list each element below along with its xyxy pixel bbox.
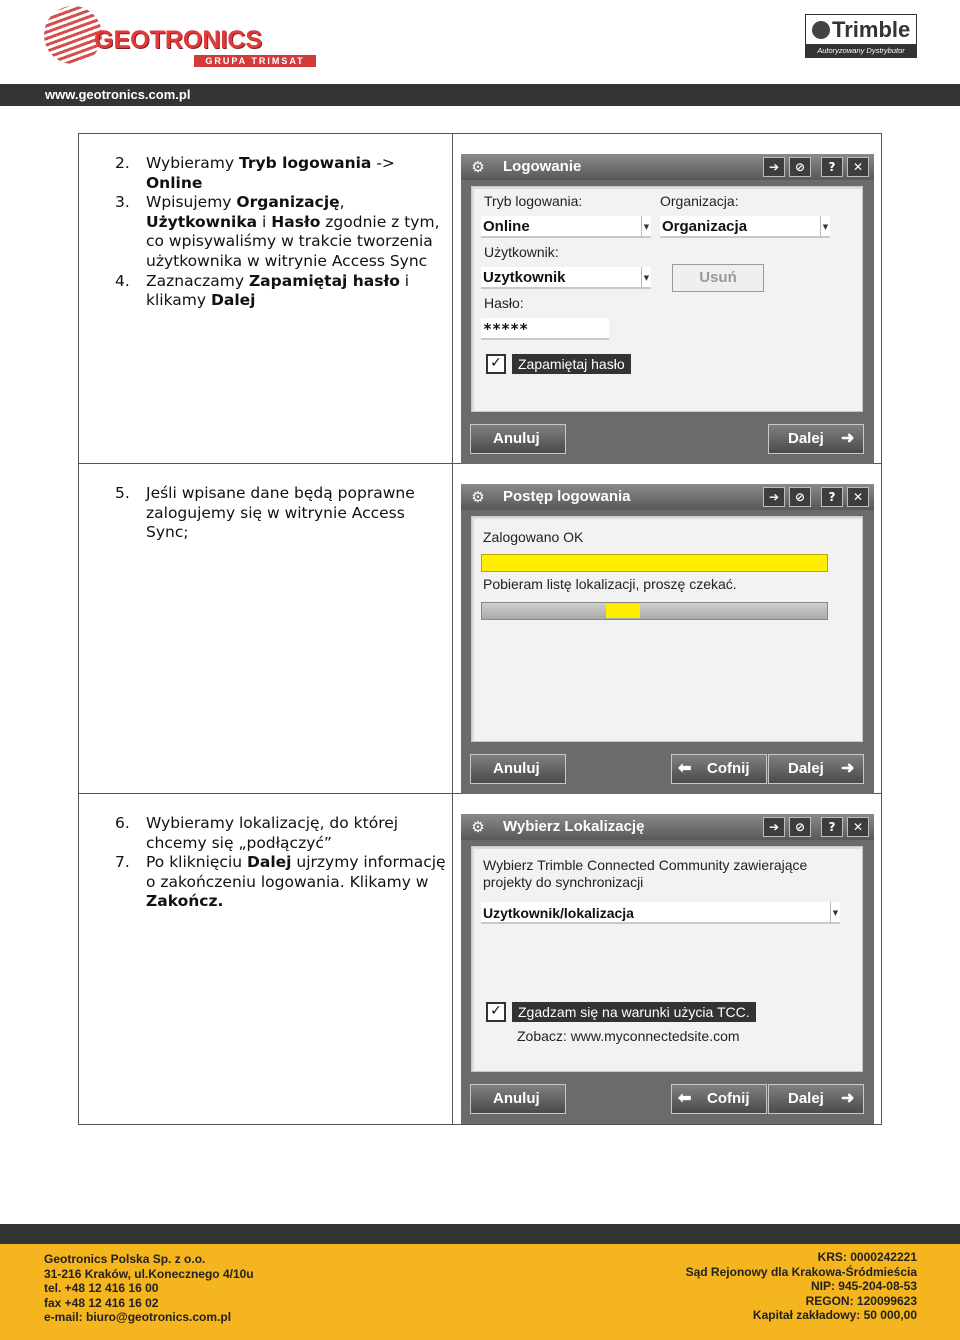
arrow-left-icon: ⬅ xyxy=(678,1090,692,1107)
org-label: Organizacja: xyxy=(660,193,739,209)
list-item xyxy=(115,154,447,193)
arrow-right-icon: ➜ xyxy=(841,1090,855,1107)
instruction-cell xyxy=(79,794,453,1124)
dialog-panel xyxy=(471,186,863,412)
close-icon[interactable]: ✕ xyxy=(847,817,869,837)
list-item xyxy=(115,193,447,271)
text-fragment: Po kliknięciu xyxy=(146,853,248,872)
footer-line: 31-216 Kraków, ul.Konecznego 4/10u xyxy=(44,1266,254,1281)
next-button[interactable]: Dalej ➜ xyxy=(768,424,864,454)
next-button[interactable]: Dalej ➜ xyxy=(768,1084,864,1114)
help-button[interactable]: ? xyxy=(821,487,843,507)
mode-select[interactable]: Online ▼ xyxy=(481,216,651,238)
chevron-down-icon: ▼ xyxy=(830,902,840,924)
arrow-left-icon: ⬅ xyxy=(678,760,692,777)
text-fragment: Zaznaczamy xyxy=(146,271,249,290)
cancel-button[interactable]: Anuluj xyxy=(470,754,566,784)
company-registration xyxy=(686,1250,917,1323)
header-bar xyxy=(0,84,960,106)
loading-progress-bar xyxy=(481,602,828,620)
chevron-down-icon: ▼ xyxy=(641,216,651,238)
user-select[interactable]: Uzytkownik ▼ xyxy=(481,267,651,289)
list-item xyxy=(115,484,447,543)
dialog-panel xyxy=(471,516,863,742)
footer-line: fax +48 12 416 16 02 xyxy=(44,1295,159,1310)
text-fragment: Wpisujemy xyxy=(146,193,237,212)
trimble-globe-icon xyxy=(812,21,830,39)
dialog-titlebar xyxy=(461,484,874,510)
location-select[interactable]: Uzytkownik/lokalizacja ▼ xyxy=(481,902,840,924)
text-fragment: Wybieramy lokalizację, do której chcemy się „podłączyć” xyxy=(146,814,399,852)
list-item-number: 5. xyxy=(115,484,130,502)
bold-term: Dalej xyxy=(211,291,256,310)
bold-term: Zapamiętaj hasło xyxy=(248,271,400,290)
help-button[interactable]: ? xyxy=(821,157,843,177)
table-row xyxy=(79,134,881,464)
geotronics-logo-text: GEOTRONICS xyxy=(94,26,263,54)
location-description: Wybierz Trimble Connected Community zawierające projekty do synchronizacji xyxy=(483,857,808,890)
dialog-title: Wybierz Lokalizację xyxy=(503,818,645,835)
close-icon[interactable]: ✕ xyxy=(847,487,869,507)
bold-term: Użytkownika xyxy=(146,212,258,231)
chevron-down-icon: ▼ xyxy=(641,267,651,289)
login-ok-text: Zalogowano OK xyxy=(483,529,584,545)
geotronics-logo xyxy=(44,6,305,66)
list-item-number: 3. xyxy=(115,193,130,212)
gear-icon[interactable]: ⚙ xyxy=(471,488,485,506)
arrow-right-icon: ➜ xyxy=(841,760,855,777)
list-item-number: 2. xyxy=(115,154,130,172)
close-icon[interactable]: ✕ xyxy=(847,157,869,177)
list-item-number: 7. xyxy=(115,853,130,872)
back-button[interactable]: ⬅ Cofnij xyxy=(671,1084,767,1114)
text-fragment: ujrzymy informację o zakończeniu logowania. Klikamy w xyxy=(146,853,446,891)
edit-icon[interactable]: ⊘ xyxy=(789,487,811,507)
bold-term: Tryb logowania xyxy=(238,154,372,172)
login-arrow-icon[interactable]: ➔ xyxy=(763,157,785,177)
dialog-titlebar xyxy=(461,814,874,840)
gear-icon[interactable]: ⚙ xyxy=(471,158,485,176)
footer-line: NIP: 945-204-08-53 xyxy=(810,1279,917,1294)
footer-line: Geotronics Polska Sp. z o.o. xyxy=(44,1252,206,1266)
trimble-logo-subtitle: Autoryzowany Dystrybutor xyxy=(806,44,916,57)
back-button[interactable]: ⬅ Cofnij xyxy=(671,754,767,784)
cancel-button[interactable]: Anuluj xyxy=(470,1084,566,1114)
edit-icon[interactable]: ⊘ xyxy=(789,157,811,177)
checkbox-checked-icon: ✓ xyxy=(486,1002,506,1022)
list-item-number: 4. xyxy=(115,271,130,290)
list-item xyxy=(115,272,447,311)
footer-line: KRS: 0000242221 xyxy=(817,1250,917,1264)
instruction-list xyxy=(115,484,447,543)
arrow-right-icon: ➜ xyxy=(841,430,855,447)
help-button[interactable]: ? xyxy=(821,817,843,837)
password-input[interactable]: ***** xyxy=(481,318,609,340)
footer-line: e-mail: biuro@geotronics.com.pl xyxy=(44,1310,232,1325)
list-item-number: 6. xyxy=(115,814,130,832)
login-progress-bar xyxy=(481,554,828,572)
instruction-cell xyxy=(79,134,453,463)
list-item xyxy=(115,814,447,853)
instruction-cell xyxy=(79,464,453,793)
loading-text: Pobieram listę lokalizacji, proszę czekać. xyxy=(483,576,737,592)
website-url: www.geotronics.com.pl xyxy=(45,87,191,102)
text-fragment: -> xyxy=(371,154,395,172)
tcc-link-text[interactable]: Zobacz: www.myconnectedsite.com xyxy=(517,1028,740,1044)
login-dialog xyxy=(461,154,874,464)
gear-icon[interactable]: ⚙ xyxy=(471,818,485,836)
edit-icon[interactable]: ⊘ xyxy=(789,817,811,837)
dialog-panel xyxy=(471,846,863,1072)
bold-term: Dalej xyxy=(247,853,292,872)
login-arrow-icon[interactable]: ➔ xyxy=(763,817,785,837)
bold-term: Organizację xyxy=(236,193,340,212)
tcc-terms-label: Zgadzam się na warunki użycia TCC. xyxy=(512,1002,756,1022)
progress-dialog xyxy=(461,484,874,794)
table-row xyxy=(79,794,881,1124)
footer-line: tel. +48 12 416 16 00 xyxy=(44,1281,159,1296)
footer-line: REGON: 120099623 xyxy=(805,1293,917,1308)
user-label: Użytkownik: xyxy=(484,244,559,260)
text-fragment: Wybieramy xyxy=(146,154,239,172)
bold-term: Online xyxy=(146,173,203,192)
trimble-logo xyxy=(805,14,917,58)
footer-line: Sąd Rejonowy dla Krakowa-Śródmieścia xyxy=(685,1264,917,1279)
instruction-list xyxy=(115,154,447,311)
dialog-title: Logowanie xyxy=(503,158,582,175)
dialog-title: Postęp logowania xyxy=(503,488,631,505)
checkbox-checked-icon: ✓ xyxy=(486,354,506,374)
login-arrow-icon[interactable]: ➔ xyxy=(763,487,785,507)
text-fragment: zgodnie z tym, co wpisywaliśmy w trakcie tworzenia użytkownika w witrynie Access Sync xyxy=(146,212,440,270)
text-fragment: i xyxy=(257,212,272,231)
remember-password-label: Zapamiętaj hasło xyxy=(512,354,631,374)
footer xyxy=(0,1244,960,1340)
loading-progress-chunk xyxy=(606,604,640,618)
bold-term: Zakończ. xyxy=(146,892,224,911)
table-row xyxy=(79,464,881,794)
location-dialog xyxy=(461,814,874,1124)
geotronics-logo-subtitle: GRUPA TRIMSAT xyxy=(194,55,316,67)
footer-line: Kapitał zakładowy: 50 000,00 xyxy=(752,1308,917,1323)
bold-term: Hasło xyxy=(271,212,321,231)
text-fragment: i klikamy xyxy=(146,271,410,310)
next-button[interactable]: Dalej ➜ xyxy=(768,754,864,784)
trimble-logo-text: Trimble xyxy=(832,17,911,42)
org-select[interactable]: Organizacja ▼ xyxy=(660,216,830,238)
password-label: Hasło: xyxy=(484,295,524,311)
text-fragment: Jeśli wpisane dane będą poprawne zalogujemy się w witrynie Access Sync; xyxy=(146,484,415,542)
dialog-titlebar xyxy=(461,154,874,180)
delete-button[interactable]: Usuń xyxy=(672,264,764,292)
text-fragment: , xyxy=(339,193,345,212)
instruction-table xyxy=(78,133,882,1125)
chevron-down-icon: ▼ xyxy=(820,216,830,238)
list-item xyxy=(115,853,447,912)
footer-bar xyxy=(0,1224,960,1244)
mode-label: Tryb logowania: xyxy=(484,193,583,209)
instruction-list xyxy=(115,814,447,912)
cancel-button[interactable]: Anuluj xyxy=(470,424,566,454)
company-address xyxy=(44,1252,254,1325)
